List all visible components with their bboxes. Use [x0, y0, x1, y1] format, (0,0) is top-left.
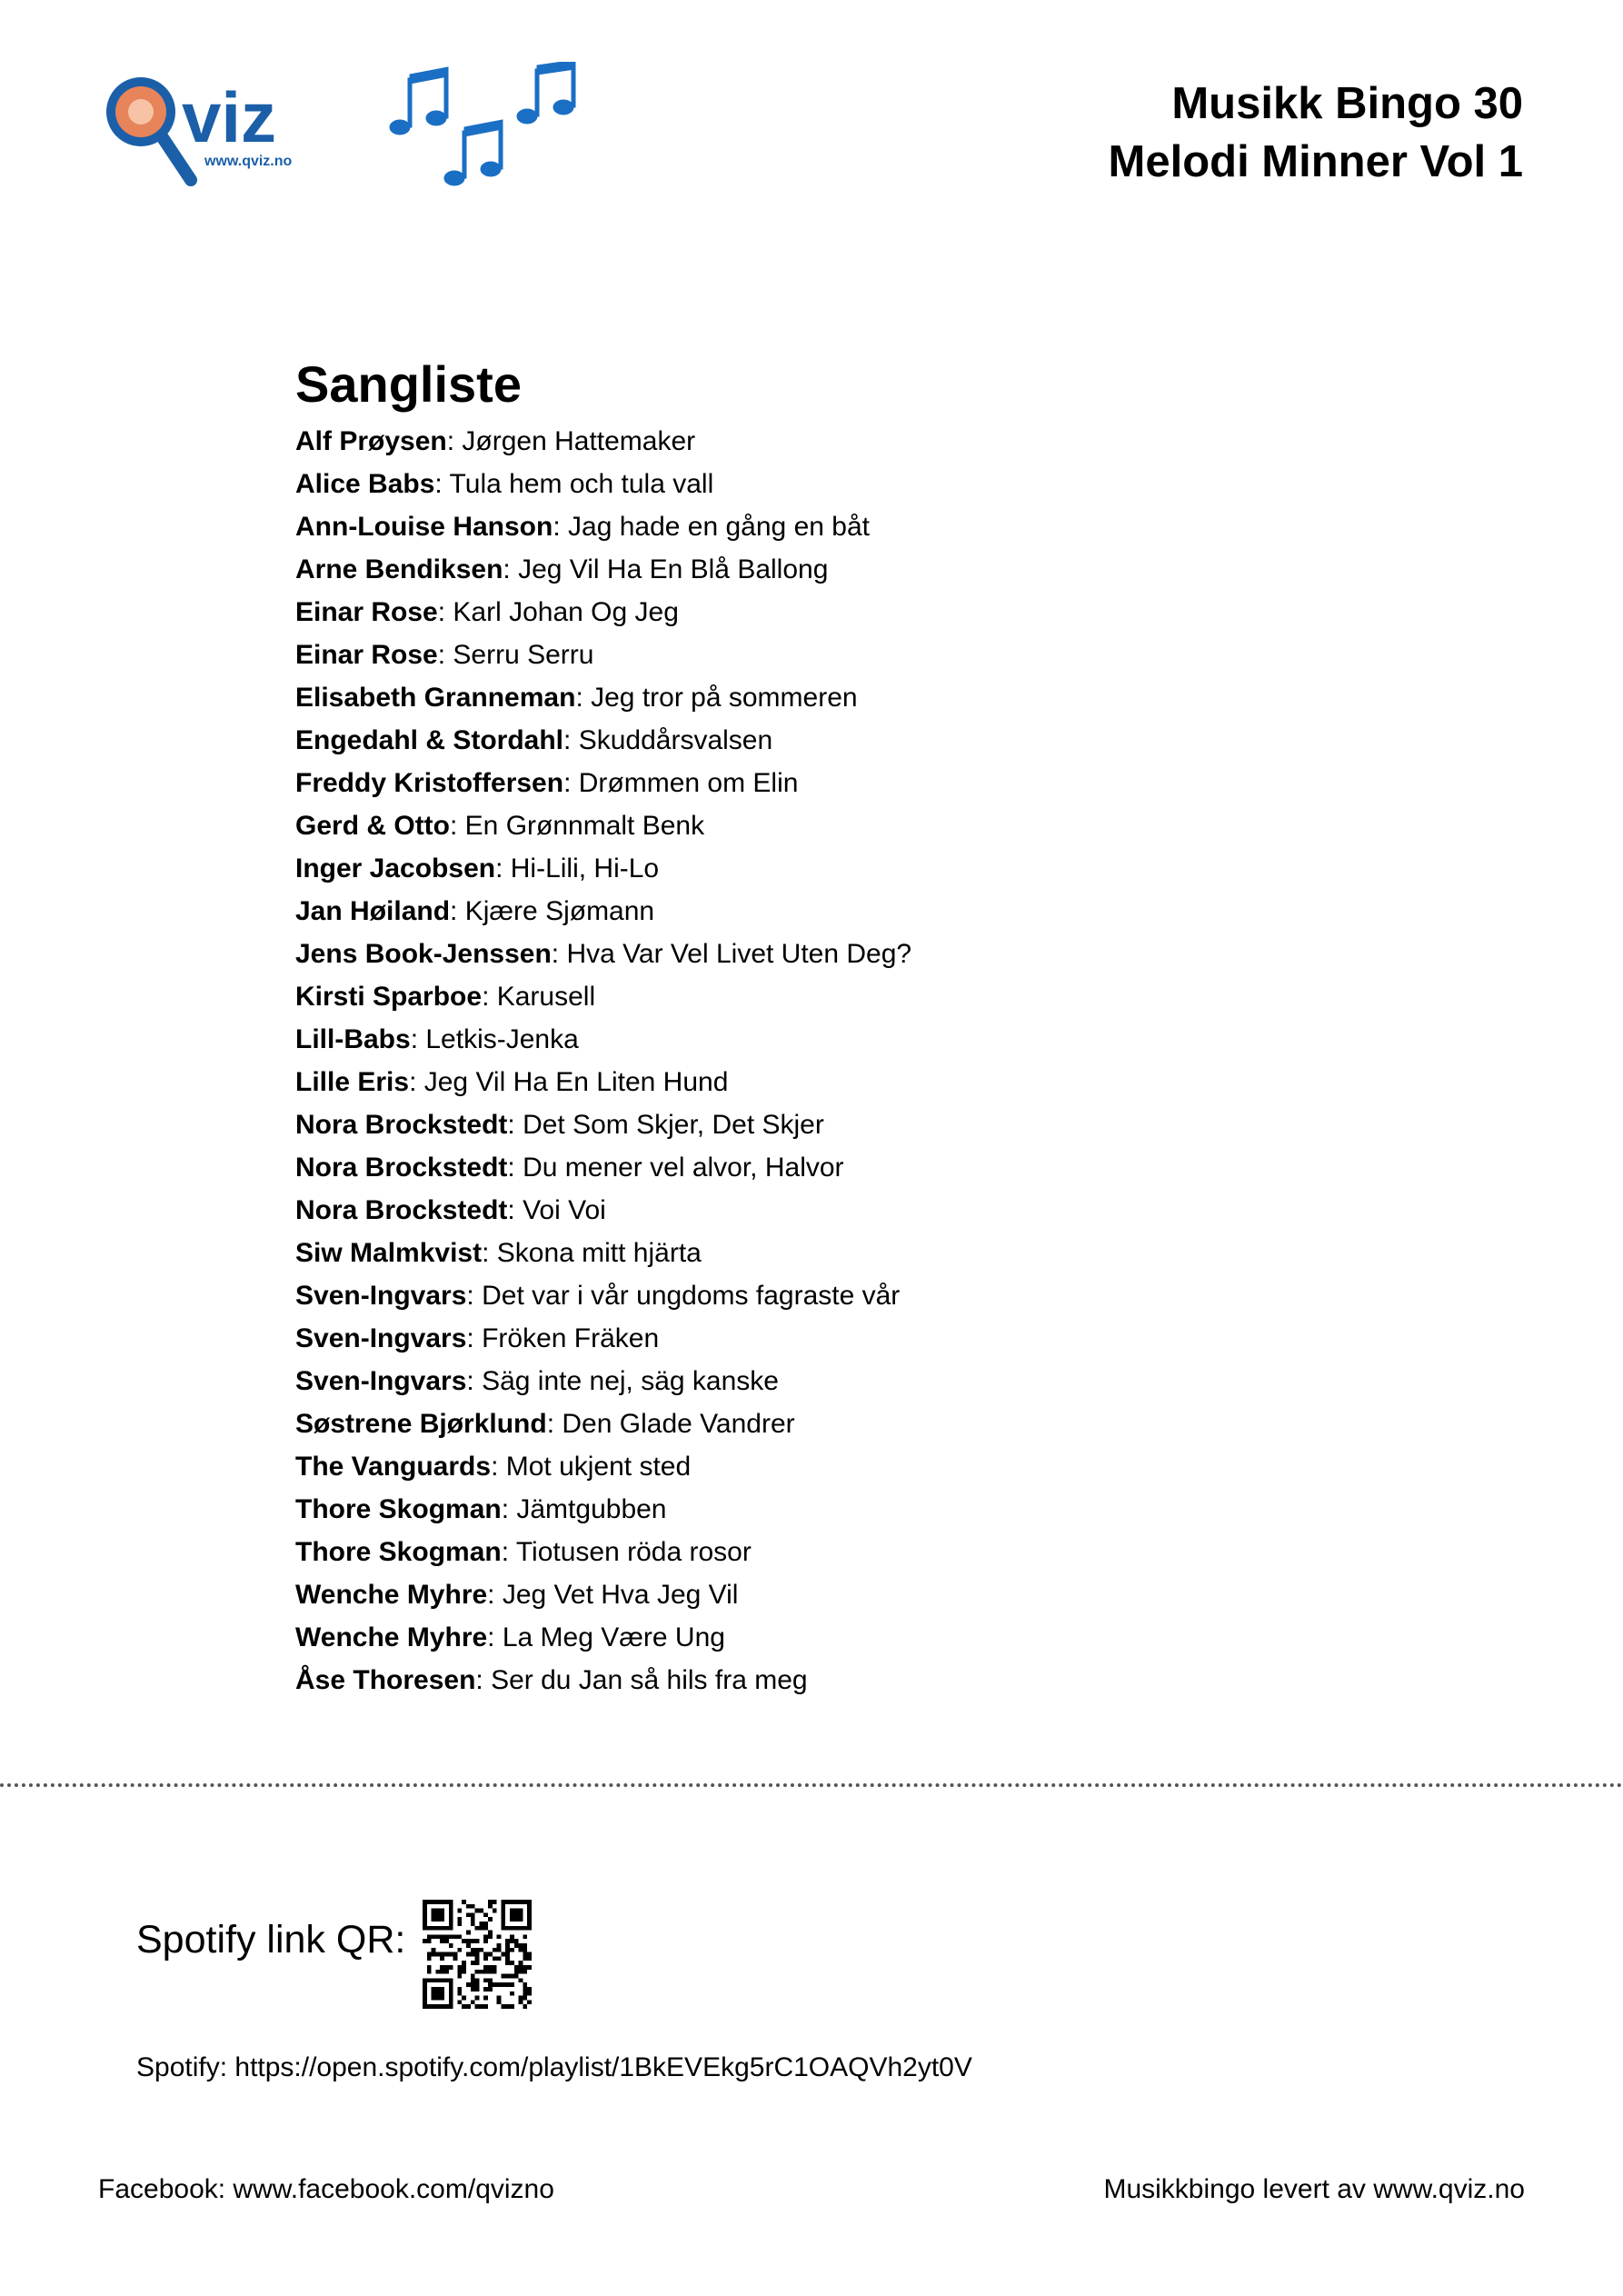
- song-artist: Gerd & Otto: [295, 811, 450, 841]
- song-title: Det Som Skjer, Det Skjer: [523, 1110, 824, 1140]
- song-title: Ser du Jan så hils fra meg: [491, 1665, 808, 1695]
- song-list-item: [295, 762, 911, 804]
- song-title: Jeg Vil Ha En Blå Ballong: [518, 554, 829, 584]
- song-separator: :: [487, 1622, 503, 1652]
- song-separator: :: [491, 1452, 506, 1482]
- song-separator: :: [437, 640, 453, 670]
- song-list-item: [295, 1659, 911, 1702]
- song-artist: Åse Thoresen: [295, 1665, 476, 1695]
- song-list: [295, 420, 911, 1702]
- song-separator: :: [507, 1110, 523, 1140]
- song-list-item: [295, 804, 911, 847]
- song-title: Fröken Fräken: [482, 1323, 660, 1353]
- song-artist: Einar Rose: [295, 597, 438, 627]
- song-separator: :: [507, 1153, 523, 1183]
- song-separator: :: [563, 768, 579, 798]
- song-list-item: [295, 634, 911, 676]
- song-title: En Grønnmalt Benk: [464, 811, 705, 841]
- song-separator: :: [482, 1238, 497, 1268]
- song-title: Jag hade en gång en båt: [568, 512, 870, 542]
- song-artist: The Vanguards: [295, 1452, 492, 1482]
- song-title: Drømmen om Elin: [578, 768, 799, 798]
- song-title: Tiotusen röda rosor: [515, 1537, 752, 1567]
- song-separator: :: [410, 1024, 426, 1054]
- song-list-item: [295, 591, 911, 634]
- song-artist: Nora Brockstedt: [295, 1195, 508, 1225]
- song-list-item: [295, 1189, 911, 1232]
- song-artist: Jens Book-Jenssen: [295, 939, 552, 969]
- song-separator: :: [501, 1537, 516, 1567]
- header-title: [1109, 75, 1523, 191]
- song-artist: Wenche Myhre: [295, 1622, 488, 1652]
- song-artist: Thore Skogman: [295, 1494, 502, 1524]
- song-artist: Nora Brockstedt: [295, 1110, 508, 1140]
- song-list-item: [295, 505, 911, 548]
- song-separator: :: [482, 982, 497, 1012]
- song-separator: :: [546, 1409, 563, 1439]
- song-separator: :: [446, 426, 463, 456]
- song-separator: :: [495, 854, 511, 883]
- song-list-item: [295, 1573, 911, 1616]
- song-artist: Inger Jacobsen: [295, 854, 496, 883]
- song-title: Karusell: [496, 982, 596, 1012]
- song-artist: Ann-Louise Hanson: [295, 512, 553, 542]
- spotify-qr-label: Spotify link QR:: [136, 1918, 406, 1962]
- song-title: Det var i vår ungdoms fagraste vår: [482, 1281, 901, 1311]
- song-title: La Meg Være Ung: [502, 1622, 725, 1652]
- song-separator: :: [503, 554, 519, 584]
- song-list-item: [295, 676, 911, 719]
- song-artist: Lill-Babs: [295, 1024, 411, 1054]
- song-title: Kjære Sjømann: [464, 896, 655, 926]
- song-artist: Alf Prøysen: [295, 426, 447, 456]
- song-artist: Wenche Myhre: [295, 1580, 488, 1610]
- footer-credit[interactable]: Musikkbingo levert av www.qviz.no: [1103, 2174, 1525, 2204]
- song-title: Jeg Vil Ha En Liten Hund: [423, 1067, 729, 1097]
- spotify-qr-code[interactable]: [423, 1900, 532, 2009]
- spotify-link[interactable]: Spotify: https://open.spotify.com/playlist/1BkEVEkg5rC1OAQVh2yt0V: [136, 2052, 972, 2082]
- song-artist: Arne Bendiksen: [295, 554, 503, 584]
- song-artist: Sven-Ingvars: [295, 1281, 467, 1311]
- song-list-item: [295, 890, 911, 933]
- song-title: Hi-Lili, Hi-Lo: [510, 854, 660, 883]
- song-separator: :: [475, 1665, 492, 1695]
- song-artist: Kirsti Sparboe: [295, 982, 483, 1012]
- song-list-item: [295, 463, 911, 505]
- song-artist: Einar Rose: [295, 640, 438, 670]
- song-artist: Lille Eris: [295, 1067, 410, 1097]
- song-list-item: [295, 1616, 911, 1659]
- song-separator: :: [501, 1494, 517, 1524]
- song-title: Jeg tror på sommeren: [591, 683, 858, 713]
- qviz-logo-graphic: [100, 62, 609, 198]
- song-title: Letkis-Jenka: [425, 1024, 579, 1054]
- song-list-item: [295, 420, 911, 463]
- song-artist: Freddy Kristoffersen: [295, 768, 564, 798]
- song-separator: :: [507, 1195, 523, 1225]
- song-title: Du mener vel alvor, Halvor: [523, 1153, 844, 1183]
- song-list-item: [295, 1146, 911, 1189]
- song-list-item: [295, 847, 911, 890]
- song-title: Mot ukjent sted: [505, 1452, 692, 1482]
- songlist-heading: Sangliste: [295, 355, 522, 413]
- qviz-logo: [100, 62, 609, 198]
- song-list-item: [295, 1531, 911, 1573]
- song-list-item: [295, 1360, 911, 1403]
- song-list-item: [295, 1488, 911, 1531]
- logo-url: www.qviz.no: [204, 154, 293, 169]
- song-separator: :: [466, 1366, 483, 1396]
- song-artist: Sven-Ingvars: [295, 1323, 467, 1353]
- song-list-item: [295, 1103, 911, 1146]
- song-title: Säg inte nej, säg kanske: [482, 1366, 779, 1396]
- song-separator: :: [437, 597, 453, 627]
- song-list-item: [295, 1445, 911, 1488]
- song-title: Jørgen Hattemaker: [462, 426, 696, 456]
- song-title: Karl Johan Og Jeg: [453, 597, 679, 627]
- song-separator: :: [466, 1281, 483, 1311]
- song-artist: Siw Malmkvist: [295, 1238, 483, 1268]
- song-separator: :: [466, 1323, 483, 1353]
- song-title: Jeg Vet Hva Jeg Vil: [502, 1580, 739, 1610]
- song-artist: Jan Høiland: [295, 896, 451, 926]
- song-title: Serru Serru: [453, 640, 594, 670]
- header-title-line1: Musikk Bingo 30: [1171, 79, 1523, 128]
- song-title: Jämtgubben: [516, 1494, 667, 1524]
- song-title: Skuddårsvalsen: [578, 725, 773, 755]
- song-separator: :: [575, 683, 592, 713]
- song-list-item: [295, 975, 911, 1018]
- song-artist: Søstrene Bjørklund: [295, 1409, 547, 1439]
- song-list-item: [295, 1274, 911, 1317]
- song-list-item: [295, 1232, 911, 1274]
- song-artist: Elisabeth Granneman: [295, 683, 576, 713]
- song-list-item: [295, 1403, 911, 1445]
- song-list-item: [295, 1317, 911, 1360]
- song-title: Skona mitt hjärta: [496, 1238, 702, 1268]
- cut-line-divider: [0, 1783, 1623, 1787]
- song-artist: Nora Brockstedt: [295, 1153, 508, 1183]
- song-list-item: [295, 1018, 911, 1061]
- song-separator: :: [553, 512, 569, 542]
- song-separator: :: [409, 1067, 424, 1097]
- song-list-item: [295, 719, 911, 762]
- song-title: Hva Var Vel Livet Uten Deg?: [566, 939, 912, 969]
- song-title: Tula hem och tula vall: [449, 469, 714, 499]
- song-separator: :: [450, 896, 465, 926]
- song-separator: :: [563, 725, 579, 755]
- song-list-item: [295, 548, 911, 591]
- song-list-item: [295, 1061, 911, 1103]
- song-separator: :: [551, 939, 567, 969]
- logo-wordmark: viz: [182, 77, 277, 157]
- song-artist: Alice Babs: [295, 469, 435, 499]
- header-title-line2: Melodi Minner Vol 1: [1108, 137, 1523, 186]
- music-notes-icon: [390, 62, 575, 185]
- song-separator: :: [487, 1580, 503, 1610]
- song-separator: :: [434, 469, 450, 499]
- song-separator: :: [450, 811, 465, 841]
- song-title: Den Glade Vandrer: [562, 1409, 795, 1439]
- footer-facebook[interactable]: Facebook: www.facebook.com/qvizno: [98, 2174, 554, 2204]
- song-artist: Sven-Ingvars: [295, 1366, 467, 1396]
- song-title: Voi Voi: [523, 1195, 606, 1225]
- song-artist: Engedahl & Stordahl: [295, 725, 564, 755]
- song-artist: Thore Skogman: [295, 1537, 502, 1567]
- song-list-item: [295, 933, 911, 975]
